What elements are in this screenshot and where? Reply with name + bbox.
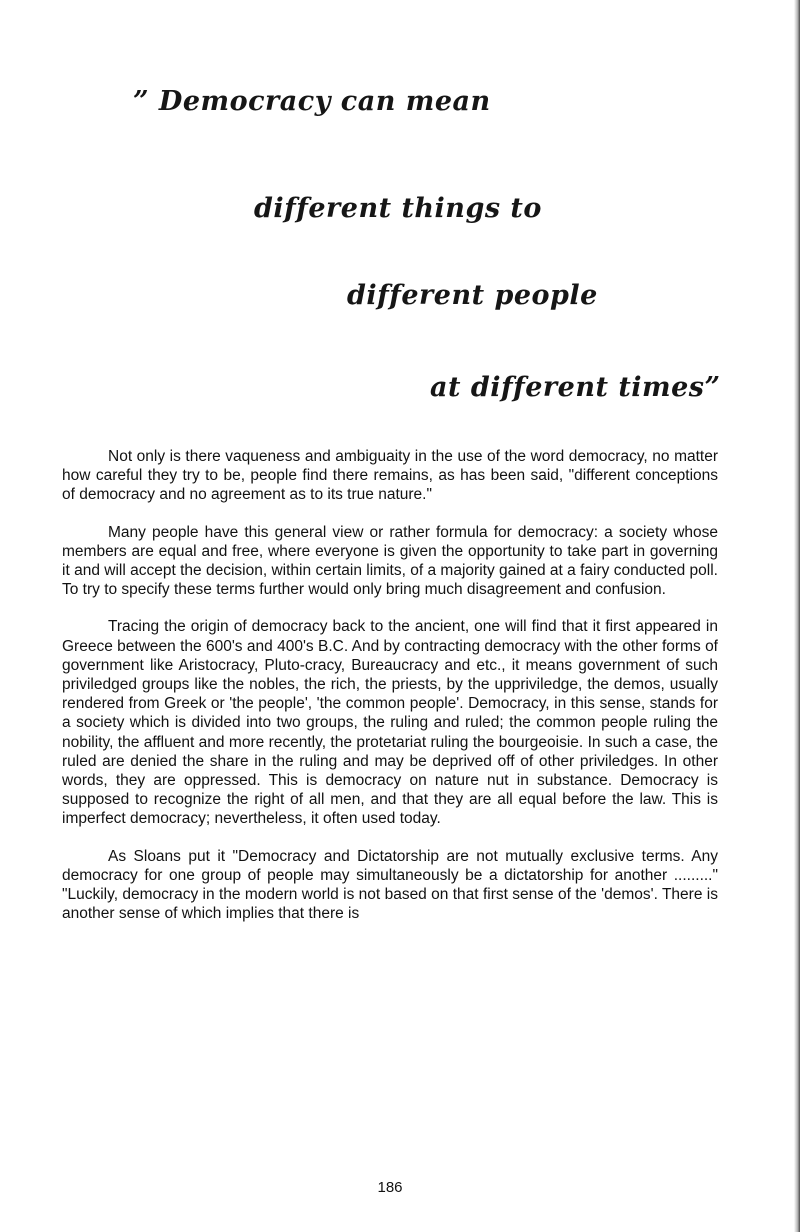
title-line-1: ” Democracy can mean	[133, 86, 491, 117]
paragraph-3: Tracing the origin of democracy back to the ancient, one will find that it first appeared in Greece between the 600's and 400's B.C. And by contracting democracy with the other forms of government like Aristocracy, Pluto-cracy, Bureaucracy and etc., it means government of such priviledged groups like the nobles, the rich, the priests, by the uppriviledge, the demos, usually rendered from Greek or 'the people', 'the common people'. Democracy, in this sense, stands for a society which is divided into two groups, the ruling and ruled; the common people ruling the nobility, the affluent and more recently, the protetariat ruling the bourgeoisie. In such a case, the ruled are denied the share in the ruling and may be deprived off of other priviledges. In other words, they are oppressed. This is democracy on nature nut in substance. Democracy is supposed to recognize the right of all men, and that they are all equal before the law. This is imperfect democracy; nevertheless, it often used today.	[62, 618, 718, 828]
page-number: 186	[377, 1179, 403, 1196]
body-text	[62, 447, 718, 941]
page-edge-shadow	[794, 0, 800, 1232]
paragraph-1: Not only is there vaqueness and ambiguaity in the use of the word democracy, no matter how careful they try to be, people find there remains, as has been said, "different conceptions of democracy and no agreement as to its true nature."	[62, 448, 718, 504]
title-line-4: at different times”	[430, 372, 721, 403]
paragraph-4: As Sloans put it "Democracy and Dictatorship are not mutually exclusive terms. Any democracy for one group of people may simultaneously be a dictatorship for another ........." "Luckily, democracy in the modern world is not based on that first sense of the 'demos'. There is another sense of which implies that there is	[62, 847, 718, 923]
title-line-2: different things to	[254, 193, 542, 224]
paragraph-2: Many people have this general view or rather formula for democracy: a society whose members are equal and free, where everyone is given the opportunity to take part in governing it and will accept the decision, within certain limits, of a majority gained at a fairy conducted poll. To try to specify these terms further would only bring much disagreement and confusion.	[62, 523, 718, 599]
title-line-3: different people	[347, 280, 598, 311]
